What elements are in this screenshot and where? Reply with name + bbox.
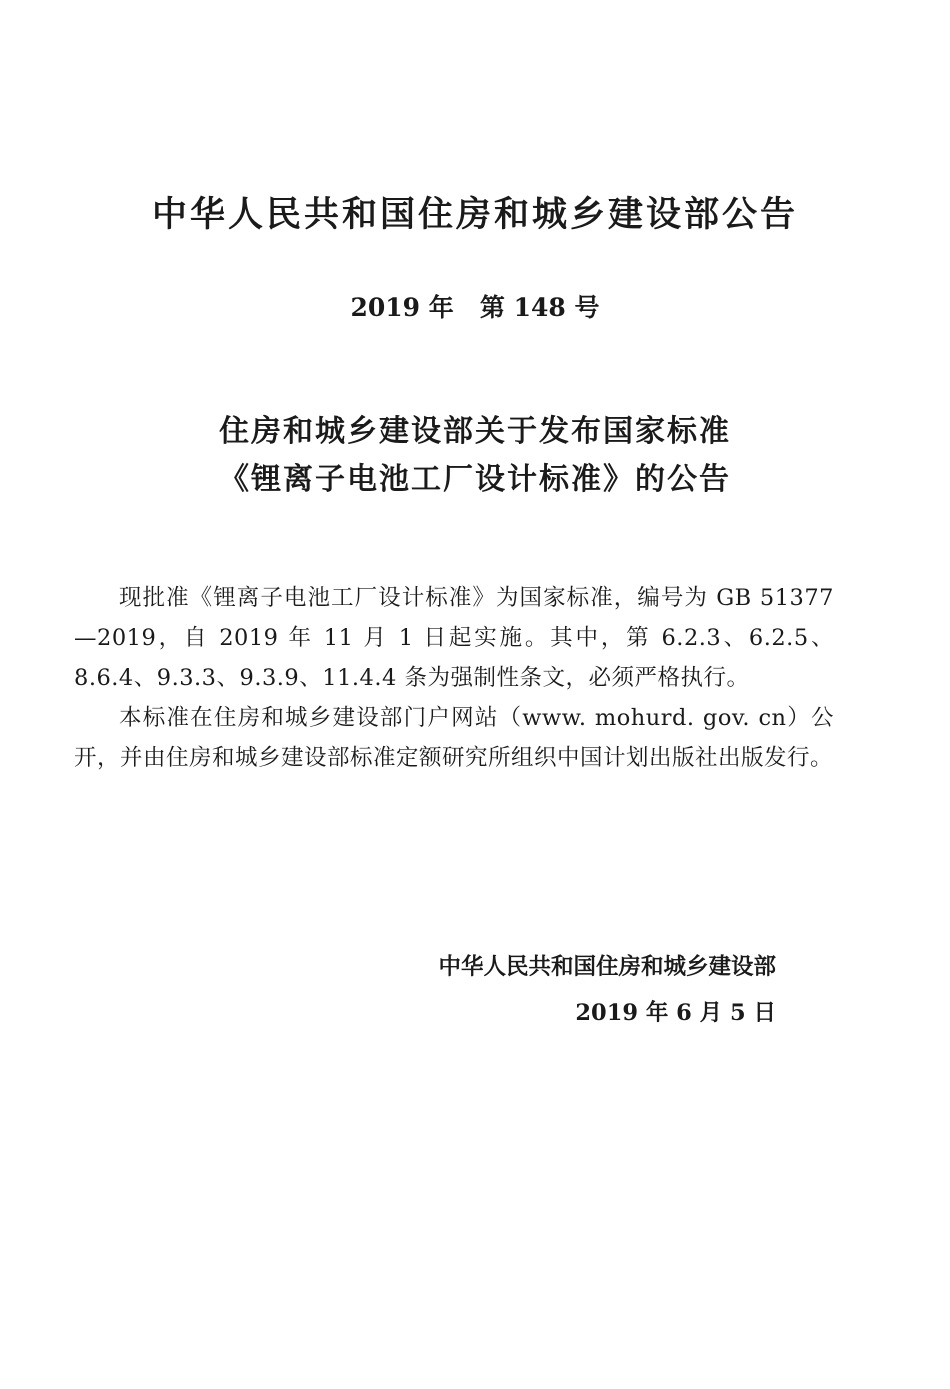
subtitle-line-2: 《锂离子电池工厂设计标准》的公告 (219, 462, 731, 497)
issuer-name: 中华人民共和国住房和城乡建设部 (438, 954, 776, 980)
announcement-body (74, 578, 834, 778)
announcement-subtitle (0, 408, 950, 504)
paragraph-approval: 现批准《锂离子电池工厂设计标准》为国家标准，编号为 GB 51377—2019，自 2019 年 11 月 1 日起实施。其中，第 6.2.3、6.2.5、8.6.4、9.3.3、9.3.9、11.4.4 条为强制性条文，必须严格执行。 (74, 585, 834, 691)
subtitle-line-1: 住房和城乡建设部关于发布国家标准 (219, 414, 731, 449)
issue-number: 2019 年 第 148 号 (350, 293, 600, 322)
announcement-title: 中华人民共和国住房和城乡建设部公告 (151, 195, 798, 235)
signature-block (438, 944, 776, 1036)
issue-date: 2019 年 6 月 5 日 (575, 1000, 776, 1026)
paragraph-publication: 本标准在住房和城乡建设部门户网站（www. mohurd. gov. cn）公开，并由住房和城乡建设部标准定额研究所组织中国计划出版社出版发行。 (74, 705, 834, 771)
